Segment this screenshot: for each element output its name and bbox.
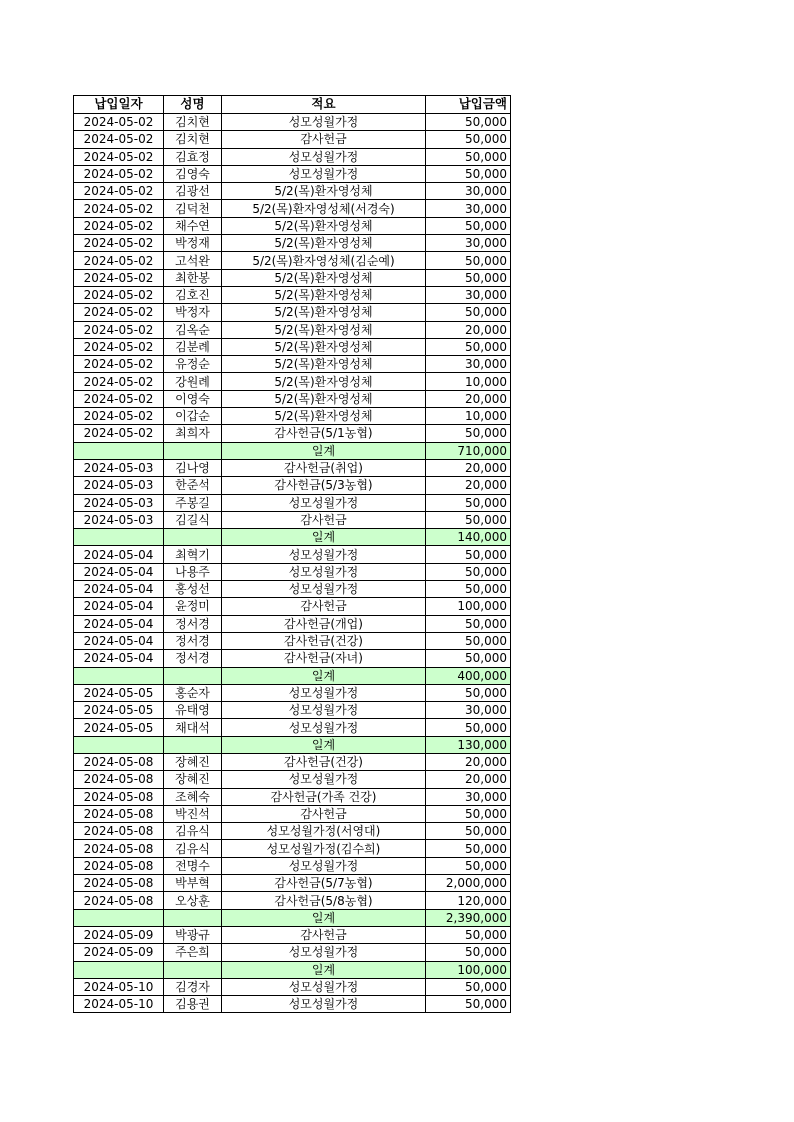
cell-name: 김호진: [164, 286, 222, 303]
cell-name: 김길식: [164, 511, 222, 528]
cell-desc: 성모성월가정: [222, 702, 426, 719]
table-row: [74, 165, 511, 182]
cell-name: 김경자: [164, 978, 222, 995]
table-row: [74, 563, 511, 580]
cell-amount: 120,000: [426, 892, 511, 909]
table-row: [74, 356, 511, 373]
cell-desc: 성모성월가정(서영대): [222, 823, 426, 840]
cell-date: 2024-05-05: [74, 684, 164, 701]
table-row: [74, 805, 511, 822]
cell-desc: 성모성월가정: [222, 563, 426, 580]
table-row: [74, 338, 511, 355]
cell-date: 2024-05-02: [74, 373, 164, 390]
cell-date: [74, 909, 164, 926]
cell-name: 김광선: [164, 183, 222, 200]
cell-date: 2024-05-02: [74, 356, 164, 373]
table-row: [74, 390, 511, 407]
cell-desc: 감사헌금: [222, 598, 426, 615]
table-row: [74, 546, 511, 563]
cell-amount: 50,000: [426, 148, 511, 165]
table-row: [74, 286, 511, 303]
cell-date: 2024-05-04: [74, 632, 164, 649]
cell-date: 2024-05-04: [74, 615, 164, 632]
cell-name: 김덕천: [164, 200, 222, 217]
subtotal-row: [74, 736, 511, 753]
cell-date: 2024-05-02: [74, 338, 164, 355]
cell-date: 2024-05-03: [74, 459, 164, 476]
subtotal-row: [74, 961, 511, 978]
cell-amount: 50,000: [426, 823, 511, 840]
table-row: [74, 235, 511, 252]
cell-date: 2024-05-02: [74, 425, 164, 442]
cell-desc: 감사헌금(5/7농협): [222, 875, 426, 892]
cell-desc: 성모성월가정: [222, 148, 426, 165]
cell-desc: 5/2(목)환자영성체(서경숙): [222, 200, 426, 217]
table-row: [74, 114, 511, 131]
cell-amount: 50,000: [426, 217, 511, 234]
cell-amount: 50,000: [426, 684, 511, 701]
cell-name: [164, 667, 222, 684]
cell-amount: 130,000: [426, 736, 511, 753]
column-header-amount: 납입금액: [426, 96, 511, 114]
cell-desc: 일계: [222, 909, 426, 926]
cell-name: 장혜진: [164, 753, 222, 770]
cell-desc: 5/2(목)환자영성체: [222, 373, 426, 390]
cell-desc: 감사헌금(5/3농협): [222, 477, 426, 494]
cell-amount: 50,000: [426, 978, 511, 995]
table-row: [74, 650, 511, 667]
cell-name: 최혁기: [164, 546, 222, 563]
cell-date: 2024-05-04: [74, 650, 164, 667]
table-row: [74, 459, 511, 476]
cell-name: 조혜숙: [164, 788, 222, 805]
cell-desc: 성모성월가정: [222, 978, 426, 995]
table-row: [74, 632, 511, 649]
table-row: [74, 425, 511, 442]
cell-date: 2024-05-03: [74, 494, 164, 511]
cell-desc: 5/2(목)환자영성체: [222, 390, 426, 407]
subtotal-row: [74, 667, 511, 684]
cell-date: 2024-05-08: [74, 788, 164, 805]
cell-desc: 성모성월가정: [222, 719, 426, 736]
column-header-desc: 적요: [222, 96, 426, 114]
cell-date: 2024-05-02: [74, 183, 164, 200]
cell-date: 2024-05-10: [74, 978, 164, 995]
cell-amount: 50,000: [426, 165, 511, 182]
cell-name: 김효정: [164, 148, 222, 165]
cell-amount: 50,000: [426, 944, 511, 961]
table-row: [74, 200, 511, 217]
cell-amount: 20,000: [426, 459, 511, 476]
cell-name: 전명수: [164, 857, 222, 874]
table-row: [74, 252, 511, 269]
table-row: [74, 183, 511, 200]
cell-desc: 성모성월가정: [222, 546, 426, 563]
cell-name: 채대석: [164, 719, 222, 736]
subtotal-row: [74, 442, 511, 459]
cell-desc: 성모성월가정: [222, 114, 426, 131]
header-row: [74, 96, 511, 114]
table-row: [74, 978, 511, 995]
table-row: [74, 408, 511, 425]
cell-amount: 20,000: [426, 753, 511, 770]
cell-name: 김유식: [164, 840, 222, 857]
cell-name: 최희자: [164, 425, 222, 442]
cell-date: 2024-05-08: [74, 753, 164, 770]
cell-name: 박부혁: [164, 875, 222, 892]
cell-date: 2024-05-08: [74, 840, 164, 857]
cell-amount: 30,000: [426, 286, 511, 303]
cell-amount: 50,000: [426, 269, 511, 286]
cell-name: 채수연: [164, 217, 222, 234]
table-row: [74, 702, 511, 719]
cell-name: 홍순자: [164, 684, 222, 701]
table-row: [74, 684, 511, 701]
cell-desc: 성모성월가정: [222, 996, 426, 1013]
table-row: [74, 598, 511, 615]
cell-amount: 50,000: [426, 840, 511, 857]
cell-amount: 50,000: [426, 805, 511, 822]
cell-amount: 50,000: [426, 425, 511, 442]
cell-amount: 20,000: [426, 771, 511, 788]
cell-desc: 감사헌금(취업): [222, 459, 426, 476]
cell-date: 2024-05-02: [74, 114, 164, 131]
cell-desc: 5/2(목)환자영성체: [222, 321, 426, 338]
cell-date: 2024-05-08: [74, 892, 164, 909]
cell-desc: 감사헌금(5/1농협): [222, 425, 426, 442]
cell-date: [74, 961, 164, 978]
cell-desc: 5/2(목)환자영성체: [222, 408, 426, 425]
table-row: [74, 217, 511, 234]
cell-amount: 30,000: [426, 200, 511, 217]
cell-name: 고석완: [164, 252, 222, 269]
cell-name: 주은희: [164, 944, 222, 961]
cell-desc: 5/2(목)환자영성체: [222, 286, 426, 303]
cell-amount: 10,000: [426, 373, 511, 390]
cell-name: 유태영: [164, 702, 222, 719]
cell-desc: 감사헌금: [222, 926, 426, 943]
cell-desc: 감사헌금(건강): [222, 753, 426, 770]
cell-date: 2024-05-02: [74, 408, 164, 425]
table-row: [74, 840, 511, 857]
cell-desc: 감사헌금: [222, 131, 426, 148]
cell-desc: 감사헌금: [222, 511, 426, 528]
cell-name: 정서경: [164, 650, 222, 667]
cell-name: 유정순: [164, 356, 222, 373]
column-header-date: 납입일자: [74, 96, 164, 114]
cell-desc: 일계: [222, 529, 426, 546]
cell-name: 박정재: [164, 235, 222, 252]
cell-desc: 감사헌금: [222, 805, 426, 822]
cell-name: 주봉길: [164, 494, 222, 511]
cell-name: 오상훈: [164, 892, 222, 909]
cell-amount: 2,000,000: [426, 875, 511, 892]
cell-desc: 5/2(목)환자영성체: [222, 304, 426, 321]
cell-name: 나용주: [164, 563, 222, 580]
cell-amount: 20,000: [426, 321, 511, 338]
table-row: [74, 944, 511, 961]
cell-amount: 400,000: [426, 667, 511, 684]
table-row: [74, 753, 511, 770]
cell-date: 2024-05-04: [74, 598, 164, 615]
table-row: [74, 511, 511, 528]
subtotal-row: [74, 909, 511, 926]
table-row: [74, 131, 511, 148]
table-row: [74, 719, 511, 736]
cell-date: 2024-05-02: [74, 321, 164, 338]
cell-amount: 30,000: [426, 702, 511, 719]
cell-date: [74, 667, 164, 684]
cell-amount: 50,000: [426, 615, 511, 632]
table-row: [74, 615, 511, 632]
cell-date: 2024-05-03: [74, 477, 164, 494]
cell-amount: 30,000: [426, 356, 511, 373]
cell-date: 2024-05-09: [74, 926, 164, 943]
table-row: [74, 494, 511, 511]
cell-amount: 50,000: [426, 131, 511, 148]
table-body: [74, 114, 511, 1013]
cell-name: 김치현: [164, 114, 222, 131]
cell-desc: 성모성월가정: [222, 684, 426, 701]
cell-amount: 50,000: [426, 563, 511, 580]
table-row: [74, 581, 511, 598]
cell-amount: 50,000: [426, 252, 511, 269]
cell-desc: 5/2(목)환자영성체: [222, 338, 426, 355]
cell-date: 2024-05-02: [74, 200, 164, 217]
cell-amount: 20,000: [426, 390, 511, 407]
cell-name: 김유식: [164, 823, 222, 840]
table-row: [74, 321, 511, 338]
cell-name: 김용권: [164, 996, 222, 1013]
table-row: [74, 373, 511, 390]
cell-date: 2024-05-02: [74, 252, 164, 269]
cell-date: 2024-05-08: [74, 805, 164, 822]
table-row: [74, 148, 511, 165]
cell-desc: 5/2(목)환자영성체: [222, 183, 426, 200]
cell-name: [164, 529, 222, 546]
cell-desc: 일계: [222, 442, 426, 459]
cell-amount: 50,000: [426, 338, 511, 355]
cell-date: 2024-05-02: [74, 165, 164, 182]
cell-amount: 50,000: [426, 114, 511, 131]
cell-name: 정서경: [164, 632, 222, 649]
table-row: [74, 875, 511, 892]
cell-amount: 50,000: [426, 857, 511, 874]
cell-date: 2024-05-02: [74, 217, 164, 234]
cell-name: [164, 442, 222, 459]
cell-name: [164, 909, 222, 926]
cell-name: 김나영: [164, 459, 222, 476]
cell-name: 이갑순: [164, 408, 222, 425]
cell-amount: 50,000: [426, 926, 511, 943]
cell-amount: 50,000: [426, 494, 511, 511]
cell-desc: 성모성월가정: [222, 944, 426, 961]
cell-date: 2024-05-02: [74, 148, 164, 165]
column-header-name: 성명: [164, 96, 222, 114]
cell-desc: 5/2(목)환자영성체: [222, 356, 426, 373]
subtotal-row: [74, 529, 511, 546]
cell-name: 정서경: [164, 615, 222, 632]
cell-date: [74, 736, 164, 753]
cell-amount: 50,000: [426, 304, 511, 321]
cell-desc: 일계: [222, 961, 426, 978]
cell-date: 2024-05-04: [74, 546, 164, 563]
table-row: [74, 788, 511, 805]
cell-desc: 성모성월가정: [222, 581, 426, 598]
cell-name: 한준석: [164, 477, 222, 494]
cell-desc: 감사헌금(5/8농협): [222, 892, 426, 909]
cell-amount: 50,000: [426, 581, 511, 598]
cell-name: 김옥순: [164, 321, 222, 338]
cell-date: 2024-05-03: [74, 511, 164, 528]
table-header: [74, 96, 511, 114]
cell-name: 박정자: [164, 304, 222, 321]
cell-amount: 50,000: [426, 996, 511, 1013]
cell-amount: 20,000: [426, 477, 511, 494]
cell-date: [74, 529, 164, 546]
cell-date: 2024-05-02: [74, 131, 164, 148]
cell-desc: 5/2(목)환자영성체(김순예): [222, 252, 426, 269]
cell-date: 2024-05-05: [74, 719, 164, 736]
cell-amount: 100,000: [426, 961, 511, 978]
cell-date: 2024-05-02: [74, 235, 164, 252]
table-row: [74, 269, 511, 286]
cell-amount: 710,000: [426, 442, 511, 459]
cell-amount: 10,000: [426, 408, 511, 425]
table-row: [74, 304, 511, 321]
cell-date: 2024-05-09: [74, 944, 164, 961]
table-row: [74, 996, 511, 1013]
cell-desc: 성모성월가정: [222, 494, 426, 511]
cell-desc: 성모성월가정(김수희): [222, 840, 426, 857]
cell-desc: 감사헌금(건강): [222, 632, 426, 649]
cell-date: 2024-05-02: [74, 269, 164, 286]
cell-date: 2024-05-02: [74, 390, 164, 407]
cell-amount: 50,000: [426, 546, 511, 563]
cell-date: 2024-05-08: [74, 823, 164, 840]
cell-desc: 감사헌금(개업): [222, 615, 426, 632]
cell-name: 강원례: [164, 373, 222, 390]
cell-date: 2024-05-04: [74, 581, 164, 598]
table-row: [74, 477, 511, 494]
table-row: [74, 926, 511, 943]
cell-name: 최한봉: [164, 269, 222, 286]
cell-date: 2024-05-02: [74, 286, 164, 303]
cell-name: 홍성선: [164, 581, 222, 598]
cell-name: [164, 736, 222, 753]
cell-desc: 성모성월가정: [222, 771, 426, 788]
cell-amount: 50,000: [426, 632, 511, 649]
cell-amount: 50,000: [426, 719, 511, 736]
cell-amount: 50,000: [426, 511, 511, 528]
cell-desc: 감사헌금(자녀): [222, 650, 426, 667]
cell-name: 이영숙: [164, 390, 222, 407]
cell-desc: 감사헌금(가족 건강): [222, 788, 426, 805]
cell-date: 2024-05-04: [74, 563, 164, 580]
cell-amount: 140,000: [426, 529, 511, 546]
cell-desc: 5/2(목)환자영성체: [222, 217, 426, 234]
table-row: [74, 892, 511, 909]
cell-name: 박광규: [164, 926, 222, 943]
table-row: [74, 771, 511, 788]
cell-name: 김분례: [164, 338, 222, 355]
cell-date: [74, 442, 164, 459]
cell-desc: 5/2(목)환자영성체: [222, 269, 426, 286]
cell-name: 김치현: [164, 131, 222, 148]
donation-ledger-table: [73, 95, 511, 1013]
cell-desc: 성모성월가정: [222, 165, 426, 182]
cell-date: 2024-05-08: [74, 771, 164, 788]
cell-name: 윤정미: [164, 598, 222, 615]
cell-amount: 30,000: [426, 183, 511, 200]
table-row: [74, 823, 511, 840]
cell-name: 김영숙: [164, 165, 222, 182]
cell-date: 2024-05-08: [74, 857, 164, 874]
cell-amount: 30,000: [426, 235, 511, 252]
cell-date: 2024-05-10: [74, 996, 164, 1013]
cell-amount: 30,000: [426, 788, 511, 805]
cell-amount: 100,000: [426, 598, 511, 615]
cell-amount: 50,000: [426, 650, 511, 667]
cell-name: [164, 961, 222, 978]
cell-date: 2024-05-05: [74, 702, 164, 719]
cell-date: 2024-05-08: [74, 875, 164, 892]
cell-desc: 성모성월가정: [222, 857, 426, 874]
table-row: [74, 857, 511, 874]
cell-name: 장혜진: [164, 771, 222, 788]
cell-desc: 일계: [222, 667, 426, 684]
cell-desc: 일계: [222, 736, 426, 753]
cell-name: 박진석: [164, 805, 222, 822]
cell-amount: 2,390,000: [426, 909, 511, 926]
cell-desc: 5/2(목)환자영성체: [222, 235, 426, 252]
cell-date: 2024-05-02: [74, 304, 164, 321]
